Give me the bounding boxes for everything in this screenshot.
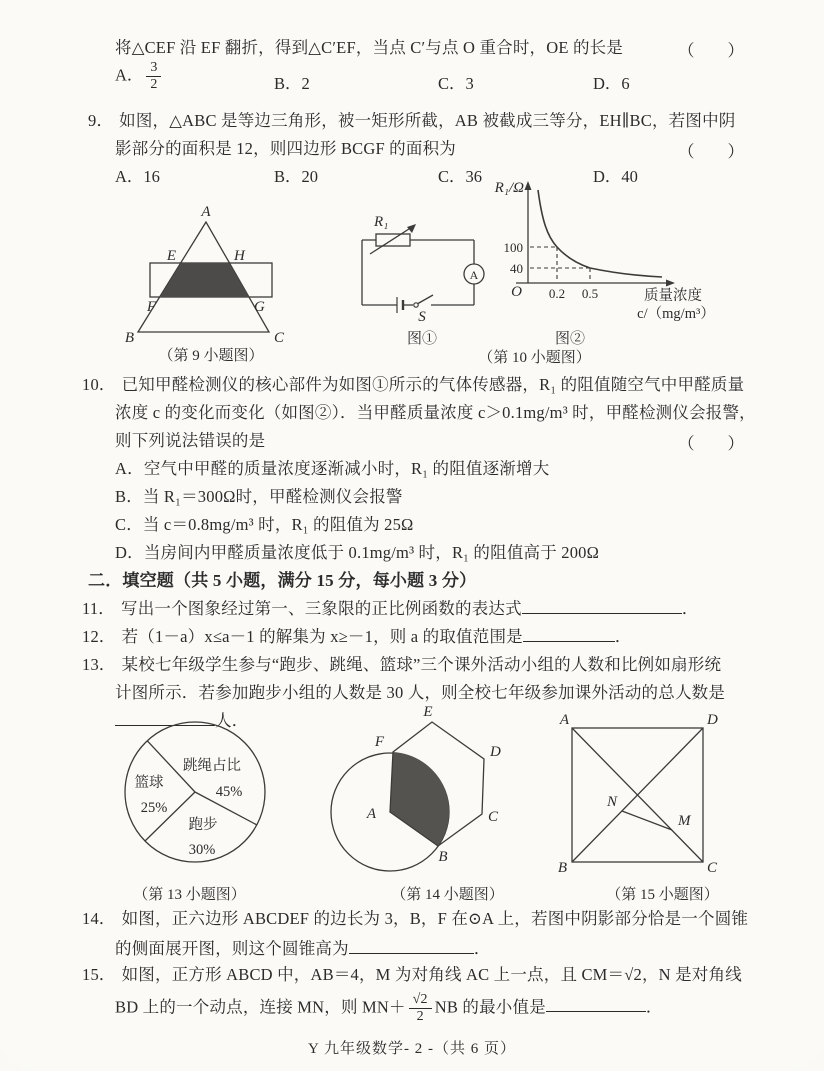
q9-option-b: B．20 xyxy=(274,167,319,186)
vertex-label-d: D xyxy=(490,744,501,760)
x-tick-05: 0.5 xyxy=(581,286,599,301)
vertex-label-g: G xyxy=(254,299,265,315)
vertex-label-e: E xyxy=(423,704,433,720)
fraction-3-2: $\frac{3}{2}$ xyxy=(146,60,161,93)
switch-pivot xyxy=(414,303,418,307)
pie-value-tiaosheng: 45% xyxy=(215,784,243,800)
q8-option-c: C．3 xyxy=(438,74,474,93)
vertex-label-a: A xyxy=(201,204,211,220)
q10-line1: 10． 已知甲醛检测仪的核心部件为如图①所示的气体传感器，R₁ 的阻值随空气中甲醛质量 xyxy=(82,375,745,394)
q10-graph-figure xyxy=(486,178,726,326)
q14-figure-caption: （第 14 小题图） xyxy=(391,887,504,903)
x-axis-arrow xyxy=(666,280,675,287)
q13-number: 13． xyxy=(82,655,116,674)
vertex-label-h: H xyxy=(234,248,245,264)
shaded-sector xyxy=(390,752,449,846)
q13-pie-chart xyxy=(112,712,312,880)
circuit-caption: 图① xyxy=(406,331,437,347)
q10-circuit-figure xyxy=(352,212,487,324)
q11-line: 11． 写出一个图象经过第一、三象限的正比例函数的表达式 ． xyxy=(82,599,699,618)
segment-nm xyxy=(622,811,672,830)
x-axis-title-line1: 质量浓度 xyxy=(644,288,702,304)
fraction-sqrt2-2: $\frac{√2}{2}$ xyxy=(409,992,432,1025)
vertex-label-c: C xyxy=(488,809,499,825)
q11-number: 11． xyxy=(82,599,115,618)
q10-option-c: C．当 c＝0.8mg/m³ 时，R₁ 的阻值为 25Ω xyxy=(115,515,414,534)
vertex-label-b: B xyxy=(557,860,567,876)
q15-square-figure xyxy=(545,706,760,878)
q10-option-d: D．当房间内甲醛质量浓度低于 0.1mg/m³ 时，R₁ 的阻值高于 200Ω xyxy=(115,543,600,562)
q13-line2: 计图所示．若参加跑步小组的人数是 30 人，则全校七年级参加课外活动的总人数是 xyxy=(115,683,726,702)
switch-blade xyxy=(418,295,433,304)
y-axis-label: R₁/Ω xyxy=(494,180,524,196)
x-axis-title-line2: c/（mg/m³） xyxy=(637,306,715,322)
q10-line2: 浓度 c 的变化而变化（如图②）．当甲醛质量浓度 c＞0.1mg/m³ 时，甲醛检测仪会报警， xyxy=(115,403,756,422)
section2-header: 二．填空题（共 5 小题，满分 15 分，每小题 3 分） xyxy=(88,571,477,590)
pie-label-lanqiu: 篮球 xyxy=(134,775,164,791)
q15-answer-blank xyxy=(546,996,646,1012)
vertex-label-a: A xyxy=(366,806,376,822)
q9-option-a: A．16 xyxy=(115,167,160,186)
q9-line1: 9． 如图，△ABC 是等边三角形，被一矩形所截，AB 被截成三等分，EH∥BC，若图中阴 xyxy=(88,111,736,130)
q8-option-a xyxy=(115,60,164,93)
q14-hexagon-figure xyxy=(330,702,530,880)
q12-line: 12． 若（1－a）x≤a－1 的解集为 x≥－1，则 a 的取值范围是 ． xyxy=(82,627,632,646)
x-tick-02: 0.2 xyxy=(548,286,566,301)
switch-label: S xyxy=(418,309,426,324)
q9-number: 9． xyxy=(88,111,114,130)
vertex-label-c: C xyxy=(707,860,718,876)
vertex-label-d: D xyxy=(707,712,718,728)
resistor-arrow-head xyxy=(407,224,416,233)
vertex-label-b: B xyxy=(124,330,134,346)
q13-line1: 13． 某校七年级学生参与“跑步、跳绳、篮球”三个课外活动小组的人数和比例如扇形统 xyxy=(82,655,722,674)
q14-line1: 14． 如图，正六边形 ABCDEF 的边长为 3，B，F 在⊙A 上，若图中阴影部分恰是一个圆锥 xyxy=(82,909,749,928)
pie-label-paobu: 跑步 xyxy=(188,817,218,833)
q13-line3: 人． xyxy=(115,710,248,732)
q13-figure-caption: （第 13 小题图） xyxy=(133,887,246,903)
vertex-label-b: B xyxy=(438,849,448,865)
q8-option-a-label: A． xyxy=(115,65,144,85)
q15-line1: 15． 如图，正方形 ABCD 中，AB＝4，M 为对角线 AC 上一点，且 CM＝√2，N 是对角线 xyxy=(82,965,742,984)
ammeter-label: A xyxy=(469,268,479,282)
vertex-label-e: E xyxy=(166,248,176,264)
q9-figure-caption: （第 9 小题图） xyxy=(158,348,264,364)
shaded-trapezoid xyxy=(160,263,249,297)
q14-number: 14． xyxy=(82,909,116,928)
q10-figure-caption: （第 10 小题图） xyxy=(478,350,591,366)
vertex-label-f: F xyxy=(374,734,384,750)
q10-option-b: B．当 R₁＝300Ω时，甲醛检测仪会报警 xyxy=(115,487,403,506)
graph-caption: 图② xyxy=(554,331,585,347)
q10-option-a: A．空气中甲醛的质量浓度逐渐减小时，R₁ 的阻值逐渐增大 xyxy=(115,459,550,478)
point-label-m: M xyxy=(678,813,691,829)
q11-answer-blank xyxy=(522,598,682,614)
page-footer: Y 九年级数学- 2 -（共 6 页） xyxy=(307,1041,517,1057)
vertex-label-f: F xyxy=(146,299,156,315)
q14-answer-blank xyxy=(349,938,474,954)
q12-answer-blank xyxy=(523,626,615,642)
y-tick-100: 100 xyxy=(503,240,523,255)
q15-number: 15． xyxy=(82,965,116,984)
q10-number: 10． xyxy=(82,375,116,394)
point-label-n: N xyxy=(606,794,617,810)
vertex-label-a: A xyxy=(559,712,569,728)
q10-line3: 则下列说法错误的是 xyxy=(115,431,266,450)
q10-answer-paren: （ ） xyxy=(678,434,744,453)
q12-number: 12． xyxy=(82,627,116,646)
q9-line2: 影部分的面积是 12，则四边形 BCGF 的面积为 xyxy=(115,139,456,158)
pie-label-tiaosheng: 跳绳占比 xyxy=(183,758,241,774)
q9-figure-triangle xyxy=(110,190,320,346)
pie-value-lanqiu: 25% xyxy=(140,800,168,816)
q15-line2: BD 上的一个动点，连接 MN，则 MN＋ $\frac{√2}{2}$ NB 的最小值是 ． xyxy=(115,992,663,1025)
q8-option-b: B．2 xyxy=(274,74,310,93)
y-axis-arrow xyxy=(525,181,532,190)
q14-line2: 的侧面展开图，则这个圆锥高为 ． xyxy=(115,939,491,958)
origin-label: O xyxy=(511,284,522,300)
q15-figure-caption: （第 15 小题图） xyxy=(606,887,719,903)
q8-stem: 将△CEF 沿 EF 翻折，得到△C′EF，当点 C′与点 O 重合时，OE 的长是 xyxy=(115,38,624,57)
q9-answer-paren: （ ） xyxy=(678,142,744,161)
q8-answer-paren: （ ） xyxy=(678,41,744,60)
y-tick-40: 40 xyxy=(510,261,523,276)
pie-value-paobu: 30% xyxy=(188,842,216,858)
q8-option-d: D．6 xyxy=(593,74,630,93)
vertex-label-c: C xyxy=(274,330,285,346)
q9-option-d: D．40 xyxy=(593,167,638,186)
q9-option-c: C．36 xyxy=(438,167,483,186)
resistor-label: R₁ xyxy=(374,214,389,230)
resistor-box xyxy=(376,234,410,246)
